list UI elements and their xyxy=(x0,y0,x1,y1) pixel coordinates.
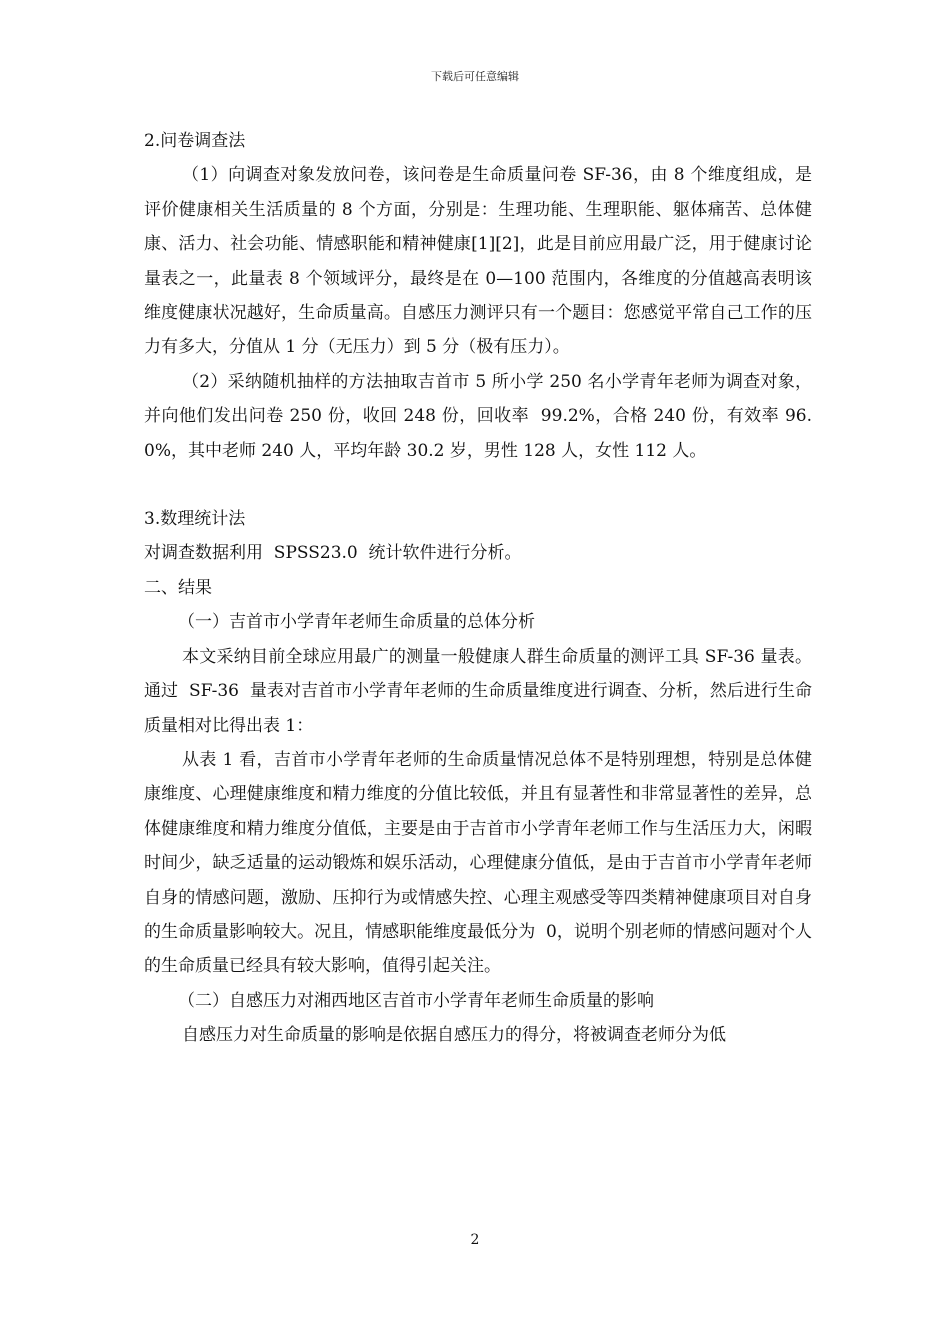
paragraph-gap xyxy=(144,468,812,502)
part-heading-results: 二、结果 xyxy=(144,577,212,598)
paragraph-overall-1: 本文采纳目前全球应用最广的测量一般健康人群生命质量的测评工具 SF-36 量表。通过 SF-36 量表对吉首市小学青年老师的生命质量维度进行调查、分析，然后进行生命质量相对比得出表 1： xyxy=(144,646,812,736)
section-heading-statistics: 3.数理统计法 xyxy=(144,509,246,530)
document-body xyxy=(144,124,812,1053)
subsection-heading-stress: （二）自感压力对湘西地区吉首市小学青年老师生命质量的影响 xyxy=(178,990,654,1011)
subsection-heading-overall: （一）吉首市小学青年老师生命质量的总体分析 xyxy=(178,612,535,633)
paragraph-questionnaire-2: （2）采纳随机抽样的方法抽取吉首市 5 所小学 250 名小学青年老师为调查对象，并向他们发出问卷 250 份，收回 248 份，回收率 99.2%，合格 240 份，有效率 96.0%，其中老师 240 人，平均年龄 30.2 岁，男性 128 人，女性 112 人。 xyxy=(144,371,812,461)
paragraph-questionnaire-1: （1）向调查对象发放问卷，该问卷是生命质量问卷 SF-36，由 8 个维度组成，是评价健康相关生活质量的 8 个方面，分别是：生理功能、生理职能、躯体痛苦、总体健康、活力、社会功能、情感职能和精神健康[1][2]，此是目前应用最广泛，用于健康讨论量表之一，此量表 8 个领域评分，最终是在 0—100 范围内，各维度的分值越高表明该维度健康状况越好，生命质量高。自感压力测评只有一个题目：您感觉平常自己工作的压力有多大，分值从 1 分（无压力）到 5 分（极有压力）。 xyxy=(144,165,812,358)
paragraph-statistics: 对调查数据利用 SPSS23.0 统计软件进行分析。 xyxy=(144,543,522,564)
paragraph-overall-2: 从表 1 看，吉首市小学青年老师的生命质量情况总体不是特别理想，特别是总体健康维度、心理健康维度和精力维度的分值比较低，并且有显著性和非常显著性的差异，总体健康维度和精力维度分值低，主要是由于吉首市小学青年老师工作与生活压力大，闲暇时间少，缺乏适量的运动锻炼和娱乐活动，心理健康分值低，是由于吉首市小学青年老师自身的情感问题，激励、压抑行为或情感失控、心理主观感受等四类精神健康项目对自身的生命质量影响较大。况且，情感职能维度最低分为 0，说明个别老师的情感问题对个人的生命质量已经具有较大影响，值得引起关注。 xyxy=(144,749,812,977)
section-heading-questionnaire: 2.问卷调查法 xyxy=(144,131,246,151)
page-number: 2 xyxy=(470,1232,480,1248)
header-note: 下载后可任意编辑 xyxy=(431,70,519,83)
paragraph-stress-1: 自感压力对生命质量的影响是依据自感压力的得分，将被调查老师分为低 xyxy=(182,1025,726,1046)
